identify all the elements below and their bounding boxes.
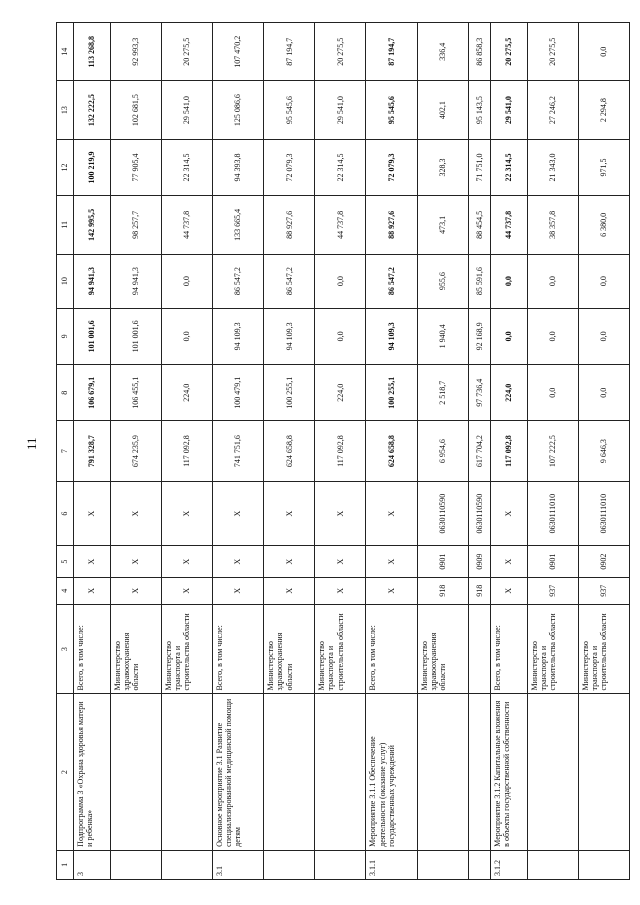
cell-c11: 88 454,5 xyxy=(468,196,490,254)
cell-c8: 224,0 xyxy=(315,365,366,421)
cell-c6: 0630110590 xyxy=(417,481,468,546)
cell-c13: 2 294,8 xyxy=(578,81,629,139)
cell-exec: Министерство транспорта и строительства области xyxy=(315,604,366,694)
cell-c12: 22 314,5 xyxy=(161,139,212,195)
rotated-table-container xyxy=(56,22,630,880)
cell-name xyxy=(468,694,490,850)
cell-c7: 624 658,8 xyxy=(264,421,315,481)
column-header-2: 2 xyxy=(57,694,74,850)
cell-c7: 117 092,8 xyxy=(315,421,366,481)
cell-c14: 20 275,5 xyxy=(527,23,578,81)
cell-c10: 0,0 xyxy=(161,254,212,308)
table-row xyxy=(74,23,111,880)
cell-c8: 224,0 xyxy=(161,365,212,421)
cell-c6: X xyxy=(490,481,527,546)
cell-c12: 971,5 xyxy=(578,139,629,195)
cell-c13: 132 222,5 xyxy=(74,81,111,139)
table-row xyxy=(366,23,417,880)
cell-c12: 21 343,0 xyxy=(527,139,578,195)
cell-c7: 107 222,5 xyxy=(527,421,578,481)
cell-exec: Министерство здравоохранения области xyxy=(417,604,468,694)
column-header-12: 12 xyxy=(57,139,74,195)
cell-c5: X xyxy=(315,546,366,577)
cell-exec xyxy=(468,604,490,694)
cell-exec: Всего, в том числе: xyxy=(490,604,527,694)
cell-c10: 86 547,2 xyxy=(264,254,315,308)
cell-c12: 94 393,8 xyxy=(212,139,263,195)
table-row xyxy=(490,23,527,880)
cell-c4: X xyxy=(264,577,315,604)
cell-c11: 38 357,8 xyxy=(527,196,578,254)
table-row xyxy=(315,23,366,880)
cell-c9: 94 109,3 xyxy=(212,308,263,364)
cell-c11: 88 927,6 xyxy=(264,196,315,254)
cell-no xyxy=(468,850,490,879)
table-row xyxy=(110,23,161,880)
cell-c5: X xyxy=(161,546,212,577)
cell-c12: 71 751,0 xyxy=(468,139,490,195)
cell-c11: 6 380,0 xyxy=(578,196,629,254)
cell-c8: 0,0 xyxy=(578,365,629,421)
cell-c10: 86 547,2 xyxy=(366,254,417,308)
cell-c7: 6 954,6 xyxy=(417,421,468,481)
cell-c6: X xyxy=(366,481,417,546)
cell-c6: X xyxy=(161,481,212,546)
cell-name xyxy=(578,694,629,850)
cell-c6: 0630111010 xyxy=(578,481,629,546)
cell-c4: X xyxy=(366,577,417,604)
cell-no: 3.1 xyxy=(212,850,263,879)
cell-c7: 741 751,6 xyxy=(212,421,263,481)
cell-c12: 22 314,5 xyxy=(490,139,527,195)
cell-exec: Министерство здравоохранения области xyxy=(264,604,315,694)
table-row xyxy=(264,23,315,880)
cell-c10: 0,0 xyxy=(315,254,366,308)
column-header-9: 9 xyxy=(57,308,74,364)
cell-c8: 106 455,1 xyxy=(110,365,161,421)
cell-name xyxy=(264,694,315,850)
column-header-7: 7 xyxy=(57,421,74,481)
cell-c11: 44 737,8 xyxy=(315,196,366,254)
cell-name: Мероприятие 3.1.2 Капитальные вложения в объекты государственной собственности xyxy=(490,694,527,850)
cell-c6: X xyxy=(315,481,366,546)
cell-c14: 87 194,7 xyxy=(366,23,417,81)
cell-c5: X xyxy=(264,546,315,577)
cell-c12: 328,3 xyxy=(417,139,468,195)
cell-c8: 100 255,1 xyxy=(264,365,315,421)
cell-c4: 918 xyxy=(417,577,468,604)
cell-exec: Всего, в том числе: xyxy=(74,604,111,694)
cell-c7: 617 704,2 xyxy=(468,421,490,481)
cell-c8: 100 255,1 xyxy=(366,365,417,421)
cell-c8: 2 518,7 xyxy=(417,365,468,421)
cell-c12: 22 314,5 xyxy=(315,139,366,195)
cell-c11: 88 927,6 xyxy=(366,196,417,254)
cell-name: Подпрограмма 3 «Охрана здоровья матери и ребенка» xyxy=(74,694,111,850)
cell-c4: 918 xyxy=(468,577,490,604)
cell-no xyxy=(315,850,366,879)
cell-c8: 0,0 xyxy=(527,365,578,421)
column-header-4: 4 xyxy=(57,577,74,604)
cell-c14: 92 993,3 xyxy=(110,23,161,81)
cell-c9: 0,0 xyxy=(490,308,527,364)
cell-c7: 117 092,8 xyxy=(490,421,527,481)
cell-c10: 86 547,2 xyxy=(212,254,263,308)
cell-c4: 937 xyxy=(578,577,629,604)
cell-name xyxy=(417,694,468,850)
cell-c9: 101 001,6 xyxy=(110,308,161,364)
cell-no xyxy=(161,850,212,879)
cell-no xyxy=(264,850,315,879)
cell-c5: 0902 xyxy=(578,546,629,577)
column-header-5: 5 xyxy=(57,546,74,577)
cell-c10: 85 591,6 xyxy=(468,254,490,308)
cell-c11: 44 737,8 xyxy=(490,196,527,254)
cell-name xyxy=(161,694,212,850)
cell-name xyxy=(110,694,161,850)
cell-c6: X xyxy=(110,481,161,546)
table-row xyxy=(468,23,490,880)
cell-no: 3.1.1 xyxy=(366,850,417,879)
cell-c9: 0,0 xyxy=(578,308,629,364)
cell-c13: 95 545,6 xyxy=(366,81,417,139)
cell-c9: 101 001,6 xyxy=(74,308,111,364)
table-row xyxy=(161,23,212,880)
column-header-13: 13 xyxy=(57,81,74,139)
cell-c5: 0909 xyxy=(468,546,490,577)
column-header-1: 1 xyxy=(57,850,74,879)
cell-exec: Министерство транспорта и строительства области xyxy=(527,604,578,694)
cell-c13: 29 541,0 xyxy=(161,81,212,139)
cell-c12: 72 079,3 xyxy=(264,139,315,195)
cell-c13: 95 143,5 xyxy=(468,81,490,139)
cell-c10: 955,6 xyxy=(417,254,468,308)
cell-c11: 98 257,7 xyxy=(110,196,161,254)
cell-c13: 102 681,5 xyxy=(110,81,161,139)
cell-c9: 92 168,9 xyxy=(468,308,490,364)
cell-c14: 87 194,7 xyxy=(264,23,315,81)
cell-c11: 44 737,8 xyxy=(161,196,212,254)
cell-c8: 224,0 xyxy=(490,365,527,421)
table-row xyxy=(527,23,578,880)
cell-name xyxy=(315,694,366,850)
cell-c4: X xyxy=(161,577,212,604)
cell-c14: 20 275,5 xyxy=(161,23,212,81)
cell-c14: 336,4 xyxy=(417,23,468,81)
cell-c10: 0,0 xyxy=(527,254,578,308)
table-row xyxy=(417,23,468,880)
cell-c12: 72 079,3 xyxy=(366,139,417,195)
cell-c5: X xyxy=(366,546,417,577)
cell-exec: Всего, в том числе: xyxy=(212,604,263,694)
table-row xyxy=(212,23,263,880)
cell-c11: 142 995,5 xyxy=(74,196,111,254)
cell-c8: 97 736,4 xyxy=(468,365,490,421)
cell-c14: 107 470,2 xyxy=(212,23,263,81)
cell-c7: 117 092,8 xyxy=(161,421,212,481)
cell-c12: 77 905,4 xyxy=(110,139,161,195)
budget-table xyxy=(56,22,630,880)
cell-c8: 106 679,1 xyxy=(74,365,111,421)
header-row xyxy=(57,23,74,880)
cell-name: Мероприятие 3.1.1 Обеспечение деятельности (оказание услуг) государственных учреждений xyxy=(366,694,417,850)
cell-c6: X xyxy=(264,481,315,546)
table-row xyxy=(578,23,629,880)
cell-exec: Министерство здравоохранения области xyxy=(110,604,161,694)
cell-c6: 0630110590 xyxy=(468,481,490,546)
cell-c9: 94 109,3 xyxy=(366,308,417,364)
cell-c4: X xyxy=(315,577,366,604)
cell-c12: 100 219,9 xyxy=(74,139,111,195)
cell-no: 3 xyxy=(74,850,111,879)
cell-c5: 0901 xyxy=(417,546,468,577)
cell-exec: Всего, в том числе: xyxy=(366,604,417,694)
cell-exec: Министерство транспорта и строительства области xyxy=(161,604,212,694)
cell-c7: 9 646,3 xyxy=(578,421,629,481)
cell-no xyxy=(527,850,578,879)
page-number: 11 xyxy=(24,437,39,450)
cell-c10: 0,0 xyxy=(578,254,629,308)
cell-c7: 624 658,8 xyxy=(366,421,417,481)
cell-c13: 402,1 xyxy=(417,81,468,139)
cell-c5: X xyxy=(490,546,527,577)
cell-c10: 94 941,3 xyxy=(74,254,111,308)
cell-c5: X xyxy=(212,546,263,577)
cell-no: 3.1.2 xyxy=(490,850,527,879)
cell-c14: 20 275,5 xyxy=(490,23,527,81)
cell-c9: 0,0 xyxy=(315,308,366,364)
cell-c14: 113 268,8 xyxy=(74,23,111,81)
cell-c6: X xyxy=(74,481,111,546)
cell-no xyxy=(417,850,468,879)
cell-c4: X xyxy=(212,577,263,604)
cell-c14: 0,0 xyxy=(578,23,629,81)
cell-c13: 95 545,6 xyxy=(264,81,315,139)
cell-c5: 0901 xyxy=(527,546,578,577)
cell-c9: 0,0 xyxy=(161,308,212,364)
cell-c11: 473,1 xyxy=(417,196,468,254)
column-header-3: 3 xyxy=(57,604,74,694)
cell-c10: 0,0 xyxy=(490,254,527,308)
cell-c11: 133 665,4 xyxy=(212,196,263,254)
cell-c13: 29 541,0 xyxy=(315,81,366,139)
scanned-page xyxy=(56,22,630,880)
cell-name: Основное мероприятие 3.1 Развитие специализированной медицинской помощи детям xyxy=(212,694,263,850)
cell-exec: Министерство транспорта и строительства области xyxy=(578,604,629,694)
cell-c6: 0630111010 xyxy=(527,481,578,546)
column-header-14: 14 xyxy=(57,23,74,81)
cell-c7: 674 235,9 xyxy=(110,421,161,481)
cell-name xyxy=(527,694,578,850)
cell-c14: 86 858,3 xyxy=(468,23,490,81)
cell-c4: 937 xyxy=(527,577,578,604)
cell-c4: X xyxy=(490,577,527,604)
cell-c13: 27 246,2 xyxy=(527,81,578,139)
table-body xyxy=(74,23,630,880)
cell-c13: 29 541,0 xyxy=(490,81,527,139)
column-header-8: 8 xyxy=(57,365,74,421)
cell-c9: 1 940,4 xyxy=(417,308,468,364)
cell-c9: 0,0 xyxy=(527,308,578,364)
cell-c10: 94 941,3 xyxy=(110,254,161,308)
cell-c13: 125 086,6 xyxy=(212,81,263,139)
column-header-11: 11 xyxy=(57,196,74,254)
cell-c5: X xyxy=(110,546,161,577)
cell-c14: 20 275,5 xyxy=(315,23,366,81)
column-header-10: 10 xyxy=(57,254,74,308)
column-header-6: 6 xyxy=(57,481,74,546)
cell-c8: 100 479,1 xyxy=(212,365,263,421)
cell-c5: X xyxy=(74,546,111,577)
cell-c4: X xyxy=(74,577,111,604)
cell-c9: 94 109,3 xyxy=(264,308,315,364)
cell-c6: X xyxy=(212,481,263,546)
cell-no xyxy=(578,850,629,879)
cell-c7: 791 328,7 xyxy=(74,421,111,481)
cell-c4: X xyxy=(110,577,161,604)
cell-no xyxy=(110,850,161,879)
